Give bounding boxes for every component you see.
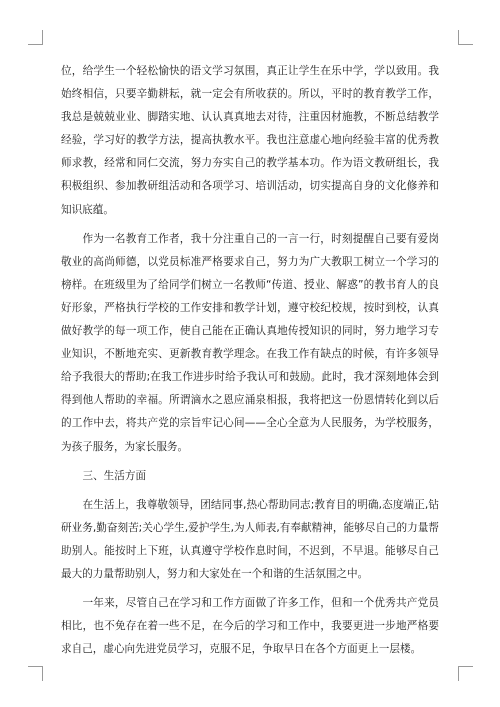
paragraph-teacher-ethics: 作为一名教育工作者，我十分注重自己的一言一行，时刻提醒自己要有爱岗敬业的高尚师德，以党员标准严格要求自己，努力为广大教职工树立一个学习的榜样。在班级里为了给同学们树立一名教师“传道、授业、解惑”的教书育人的良好形象，严格执行学校的工作安排和教学计划，遵守校纪校规，按时到校，认真做好教学的每一项工作，使自己能在正确认真地传授知识的同时，努力地学习专业知识，不断地充实、更新教育教学理念。在我工作有缺点的时候，有许多领导给予我很大的帮助;在我工作进步时给予我认可和鼓励。此时，我才深刻地体会到得到他人帮助的幸福。所谓滴水之恩应涌泉相报，我将把这一份恩情转化到以后的工作中去，将共产党的宗旨牢记心间——全心全意为人民服务，为学校服务，为孩子服务，为家长服务。: [61, 232, 439, 453]
paragraph-summary: 一年来，尽管自己在学习和工作方面做了许多工作，但和一个优秀共产党员相比，也不免存在着一些不足，在今后的学习和工作中，我要更进一步地严格要求自己，虚心向先进党员学习，克服不足，争取早日在各个方面更上一层楼。: [61, 597, 439, 656]
crop-mark-top-left: [28, 30, 43, 45]
paragraph-teaching-methods: 位，给学生一个轻松愉快的语文学习氛围，真正让学生在乐中学，学以致用。我始终相信，只要辛勤耕耘，就一定会有所收获的。所以，平时的教育教学工作，我总是兢兢业业、脚踏实地、认认真真地去对待，注重因材施教，不断总结教学经验，学习好的教学方法，提高执教水平。我也注意虚心地向经验丰富的优秀教师求教，经常和同仁交流，努力夯实自己的教学基本功。作为语文教研组长，我积极组织、参加教研组活动和各项学习、培训活动，切实提高自身的文化修养和知识底蕴。: [61, 65, 439, 216]
crop-mark-bottom-right: [458, 666, 473, 681]
crop-mark-top-right: [458, 30, 473, 45]
section-heading-life: 三、生活方面: [82, 469, 147, 482]
document-body: [61, 60, 439, 667]
crop-mark-bottom-left: [28, 666, 43, 681]
paragraph-life: 在生活上，我尊敬领导，团结同事,热心帮助同志;教育目的明确,态度端正,钻研业务,勤奋刻苦;关心学生,爱护学生,为人师表,有奉献精神，能够尽自己的力量帮助别人。能按时上下班，认真遵守学校作息时间，不迟到，不早退。能够尽自己最大的力量帮助别人，努力和大家处在一个和谐的生活氛围之中。: [61, 498, 439, 580]
